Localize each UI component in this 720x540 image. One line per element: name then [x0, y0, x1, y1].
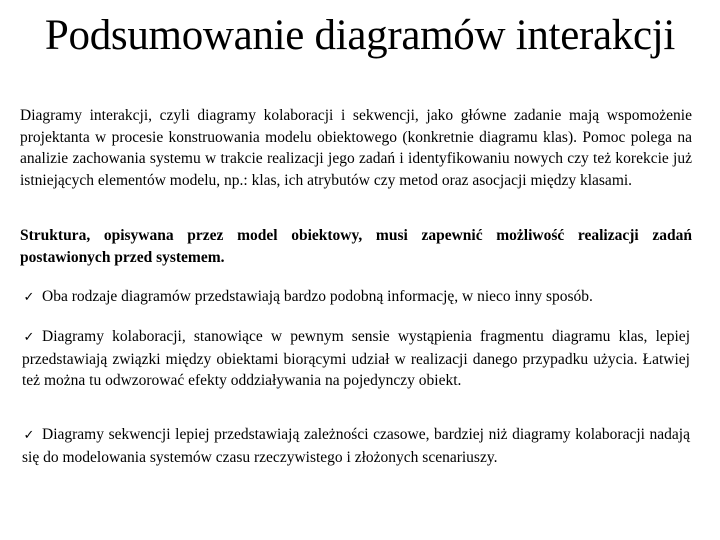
checkmark-icon: ✓	[23, 428, 35, 443]
bullet-item	[22, 424, 690, 468]
slide-title: Podsumowanie diagramów interakcji	[44, 12, 676, 59]
bullet-text: Oba rodzaje diagramów przedstawiają bardzo podobną informację, w nieco inny sposób.	[42, 288, 593, 305]
bullet-item	[22, 286, 690, 309]
emphasis-paragraph: Struktura, opisywana przez model obiektowy, musi zapewnić możliwość realizacji zadań postawionych przed systemem.	[20, 227, 692, 266]
bullet-text: Diagramy sekwencji lepiej przedstawiają zależności czasowe, bardziej niż diagramy kolaboracji nadają się do modelowania systemów czasu rzeczywistego i złożonych scenariuszy.	[22, 426, 690, 466]
bullet-item	[22, 326, 690, 392]
bullet-text: Diagramy kolaboracji, stanowiące w pewnym sensie wystąpienia fragmentu diagramu klas, lepiej przedstawiają związki między obiektami biorącymi udział w realizacji danego przypadku użycia. Łatwiej też można tu odwzorować efekty oddziaływania na pojedynczy obiekt.	[22, 328, 690, 390]
checkmark-icon: ✓	[23, 290, 35, 305]
intro-paragraph: Diagramy interakcji, czyli diagramy kolaboracji i sekwencji, jako główne zadanie mają wspomożenie projektanta w procesie konstruowania modelu obiektowego (konkretnie diagramu klas). Pomoc polega na analizie zachowania systemu w trakcie realizacji jego zadań i identyfikowaniu nowych czy też korekcie już istniejących elementów modelu, np.: klas, ich atrybutów czy metod oraz asocjacji między klasami.	[20, 107, 692, 189]
checkmark-icon: ✓	[23, 330, 35, 345]
